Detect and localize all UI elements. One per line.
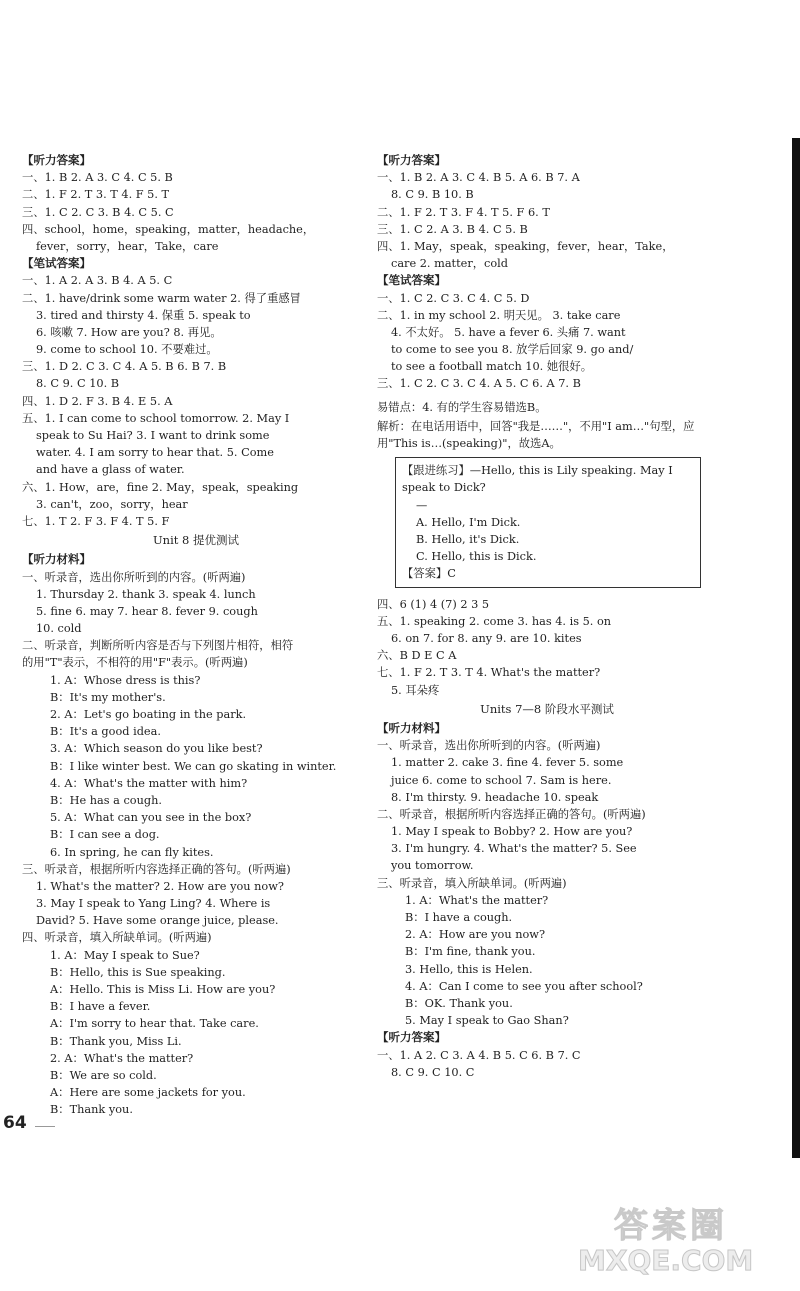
answer-line: to come to see you 8. 放学后回家 9. go and/: [391, 343, 634, 357]
answer-line: 一、听录音，选出你所听到的内容。(听两遍): [22, 570, 246, 584]
answer-line: 8. C 9. B 10. B: [391, 188, 474, 202]
answer-line: 1. May I speak to Bobby? 2. How are you?: [391, 825, 633, 839]
answer-line: 9. come to school 10. 不要难过。: [36, 343, 218, 357]
answer-line: and have a glass of water.: [36, 463, 185, 477]
section-heading: 【笔试答案】: [377, 273, 446, 288]
answer-line: 四、1. D 2. F 3. B 4. E 5. A: [22, 394, 173, 408]
answer-line: B：I can see a dog.: [50, 828, 160, 842]
answer-line: A：Here are some jackets for you.: [50, 1086, 246, 1100]
answer-line: 2. A：Let's go boating in the park.: [50, 708, 247, 721]
answer-line: 3. I'm hungry. 4. What's the matter? 5. See: [391, 842, 637, 856]
answer-line: B：I'm fine, thank you.: [405, 945, 536, 959]
answer-line: 二、1. have/drink some warm water 2. 得了重感冒: [22, 291, 301, 305]
answer-line: B：It's a good idea.: [50, 725, 161, 739]
answer-line: B：Hello, this is Sue speaking.: [50, 965, 226, 979]
answer-line: 三、1. C 2. C 3. B 4. C 5. C: [22, 205, 174, 219]
section-heading: 【听力材料】: [377, 720, 446, 735]
answer-line: 10. cold: [36, 622, 82, 636]
answer-line: speak to Su Hai? 3. I want to drink some: [36, 429, 270, 442]
answer-line: David? 5. Have some orange juice, please.: [36, 914, 279, 928]
answer-line: 2. A：How are you now?: [405, 928, 546, 942]
answer-line: 4. 不太好。 5. have a fever 6. 头痛 7. want: [391, 325, 626, 339]
answer-line: B：I have a fever.: [50, 1000, 151, 1014]
answer-line: 3. can't，zoo，sorry，hear: [36, 497, 188, 511]
answer-line: 三、1. D 2. C 3. C 4. A 5. B 6. B 7. B: [22, 360, 227, 374]
answer-line: 一、1. A 2. A 3. B 4. A 5. C: [22, 274, 173, 288]
answer-line: B：He has a cough.: [50, 793, 162, 807]
box-option-b: B. Hello, it's Dick.: [416, 533, 520, 547]
section-heading: 【听力答案】: [22, 153, 91, 167]
watermark-url: MXQE.COM: [578, 1244, 754, 1277]
answer-line: 四、6 (1) 4 (7) 2 3 5: [377, 597, 490, 611]
answer-line: 1. matter 2. cake 3. fine 4. fever 5. some: [391, 756, 624, 770]
box-option-c: C. Hello, this is Dick.: [416, 550, 537, 564]
answer-line: A：Hello. This is Miss Li. How are you?: [50, 983, 276, 996]
unit-title: Units 7—8 阶段水平测试: [480, 701, 614, 716]
right-bottom-section: [377, 596, 717, 1081]
answer-line: 三、听录音，填入所缺单词。(听两遍): [377, 876, 567, 890]
page-number: 64: [3, 1113, 27, 1133]
answer-line: 二、1. F 2. T 3. F 4. T 5. F 6. T: [377, 205, 550, 219]
answer-line: B：Thank you, Miss Li.: [50, 1034, 182, 1048]
answer-line: 二、1. F 2. T 3. T 4. F 5. T: [22, 188, 170, 202]
answer-line: fever，sorry，hear，Take，care: [36, 239, 219, 253]
answer-line: B：I have a cough.: [405, 911, 513, 925]
answer-line: B：I like winter best. We can go skating in winter.: [50, 759, 337, 773]
answer-line: 五、1. speaking 2. come 3. has 4. is 5. on: [377, 614, 612, 628]
answer-line: B：Thank you.: [50, 1103, 133, 1117]
box-answer: 【答案】C: [402, 567, 456, 581]
answer-line: 二、听录音，判断所听内容是否与下列图片相符，相符: [22, 639, 294, 653]
answer-line: 3. Hello, this is Helen.: [405, 962, 533, 976]
answer-line: 一、听录音，选出你所听到的内容。(听两遍): [377, 739, 601, 753]
right-column: [377, 152, 717, 1081]
answer-line: B：OK. Thank you.: [405, 996, 513, 1010]
answer-line: 5. A：What can you see in the box?: [50, 811, 252, 825]
answer-line: 二、听录音，根据所听内容选择正确的答句。(听两遍): [377, 807, 646, 821]
answer-line: 七、1. T 2. F 3. F 4. T 5. F: [22, 514, 170, 528]
answer-line: 3. A：Which season do you like best?: [50, 742, 263, 756]
watermark-title: 答案圈: [614, 1206, 728, 1246]
scan-edge-shadow: [792, 138, 800, 1158]
analysis-note: 解析：在电话用语中，回答"我是……"，不用"I am…"句型，应用"This is…(speaking)"，故选A。: [377, 419, 695, 451]
answer-line: 8. C 9. C 10. C: [391, 1065, 475, 1079]
section-heading: 【笔试答案】: [22, 256, 91, 271]
section-heading: 【听力材料】: [22, 552, 91, 567]
answer-line: 一、1. B 2. A 3. C 4. B 5. A 6. B 7. A: [377, 171, 580, 185]
answer-line: you tomorrow.: [391, 859, 474, 873]
answer-line: 4. A：Can I come to see you after school?: [405, 979, 643, 993]
answer-line: 一、1. B 2. A 3. C 4. C 5. B: [22, 171, 173, 185]
answer-line: 8. C 9. C 10. B: [36, 377, 120, 391]
answer-line: 一、1. A 2. C 3. A 4. B 5. C 6. B 7. C: [377, 1048, 581, 1062]
answer-line: 四、school，home，speaking，matter，headache，: [22, 222, 315, 236]
answer-line: 3. May I speak to Yang Ling? 4. Where is: [36, 897, 271, 911]
answer-line: 一、1. C 2. C 3. C 4. C 5. D: [377, 291, 530, 305]
answer-line: B：We are so cold.: [50, 1068, 157, 1082]
answer-line: 二、1. in my school 2. 明天见。 3. take care: [377, 308, 621, 322]
answer-line: 1. A：Whose dress is this?: [50, 673, 201, 687]
answer-line: 六、B D E C A: [377, 649, 457, 663]
answer-line: care 2. matter，cold: [391, 257, 508, 271]
answer-line: 的用"T"表示，不相符的用"F"表示。(听两遍): [22, 656, 248, 670]
answer-line: 1. A：What's the matter?: [405, 893, 549, 907]
answer-line: 6. on 7. for 8. any 9. are 10. kites: [391, 632, 582, 646]
answer-line: 1. What's the matter? 2. How are you now?: [36, 879, 284, 893]
answer-line: 七、1. F 2. T 3. T 4. What's the matter?: [377, 666, 601, 680]
answer-line: 8. I'm thirsty. 9. headache 10. speak: [391, 790, 599, 804]
section-heading: 【听力答案】: [377, 153, 446, 167]
answer-line: 5. fine 6. may 7. hear 8. fever 9. cough: [36, 604, 258, 618]
page-number-rule: [35, 1126, 55, 1127]
answer-line: A：I'm sorry to hear that. Take care.: [50, 1017, 259, 1031]
section-heading: 【听力答案】: [377, 1030, 446, 1045]
answer-line: to see a football match 10. 她很好。: [391, 360, 593, 374]
error-tip: 易错点：4. 有的学生容易错选B。: [377, 400, 547, 414]
box-question: 【跟进练习】—Hello, this is Lily speaking. May I speak to Dick?: [402, 464, 673, 495]
answer-line: 4. A：What's the matter with him?: [50, 776, 248, 790]
answer-line: 三、听录音，根据所听内容选择正确的答句。(听两遍): [22, 862, 291, 876]
answer-line: 6. 咳嗽 7. How are you? 8. 再见。: [36, 325, 222, 339]
unit-title: Unit 8 提优测试: [152, 533, 240, 548]
right-top-section: [377, 152, 717, 393]
answer-line: B：It's my mother's.: [50, 690, 166, 704]
answer-line: 5. May I speak to Gao Shan?: [405, 1014, 569, 1028]
watermark-logo: [572, 1196, 794, 1286]
left-column: [22, 152, 370, 1119]
answer-line: water. 4. I am sorry to hear that. 5. Come: [36, 446, 274, 460]
answer-line: 1. A：May I speak to Sue?: [50, 948, 200, 962]
answer-line: 六、1. How，are，fine 2. May，speak，speaking: [22, 480, 299, 494]
answer-line: 1. Thursday 2. thank 3. speak 4. lunch: [36, 587, 256, 601]
follow-up-exercise-box: [395, 457, 701, 587]
answer-line: 三、1. C 2. C 3. C 4. A 5. C 6. A 7. B: [377, 377, 581, 391]
answer-line: 五、1. I can come to school tomorrow. 2. May I: [22, 411, 290, 425]
box-blank: —: [416, 498, 428, 512]
answer-line: 2. A：What's the matter?: [50, 1051, 194, 1065]
answer-line: 四、听录音，填入所缺单词。(听两遍): [22, 931, 212, 945]
answer-line: 四、1. May，speak，speaking，fever，hear，Take，: [377, 239, 674, 253]
box-option-a: A. Hello, I'm Dick.: [416, 515, 521, 529]
answer-line: 三、1. C 2. A 3. B 4. C 5. B: [377, 222, 528, 236]
answer-line: 3. tired and thirsty 4. 保重 5. speak to: [36, 308, 251, 322]
answer-line: juice 6. come to school 7. Sam is here.: [391, 773, 612, 787]
answer-line: 6. In spring, he can fly kites.: [50, 845, 214, 859]
answer-line: 5. 耳朵疼: [391, 683, 440, 697]
